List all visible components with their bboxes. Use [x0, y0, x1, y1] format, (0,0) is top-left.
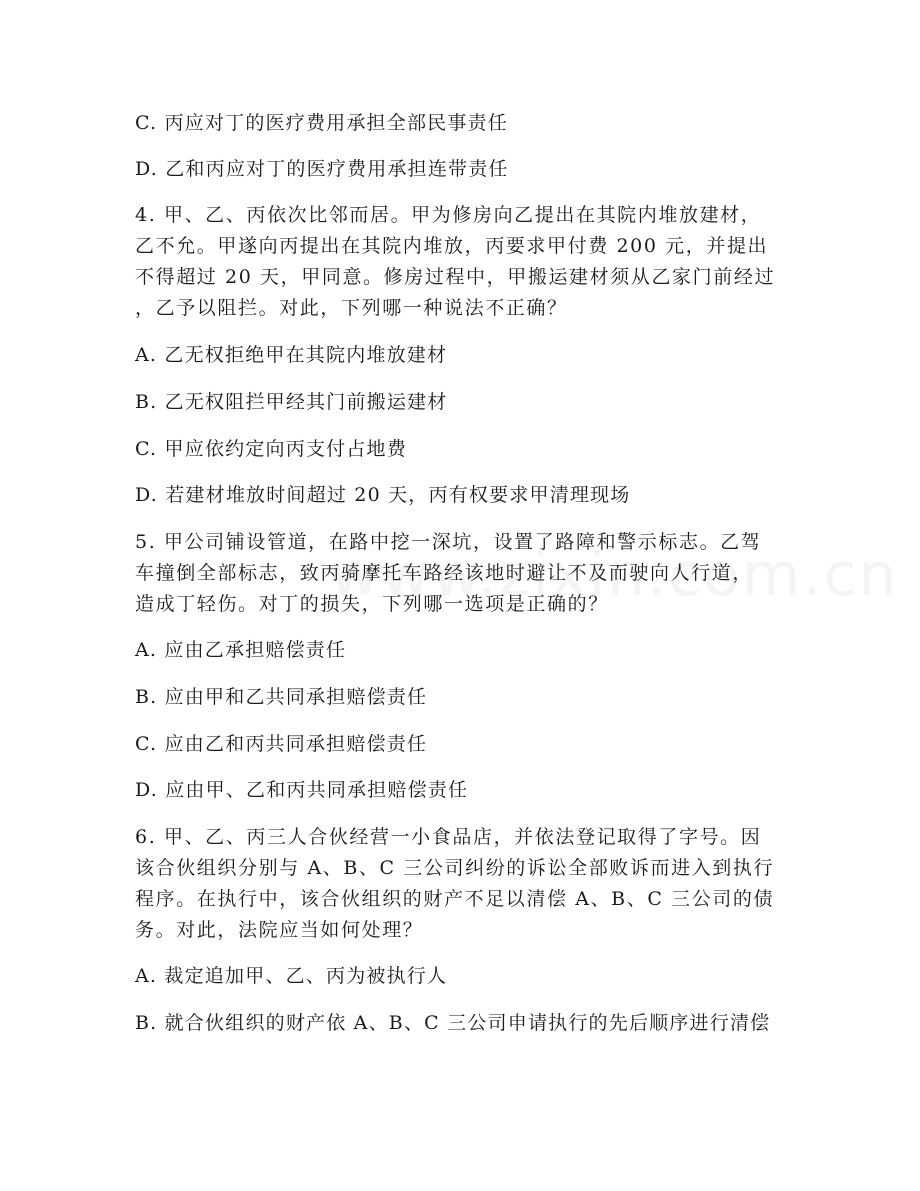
- option-3c: C. 丙应对丁的医疗费用承担全部民事责任: [135, 112, 508, 134]
- option-4d: D. 若建材堆放时间超过 20 天，丙有权要求甲清理现场: [135, 484, 631, 506]
- option-5c: C. 应由乙和丙共同承担赔偿责任: [135, 733, 428, 755]
- question-5-line-3: 造成丁轻伤。对丁的损失，下列哪一选项是正确的？: [135, 593, 609, 615]
- option-6b: B. 就合伙组织的财产依 A、B、C 三公司申请执行的先后顺序进行清偿: [135, 1012, 771, 1034]
- question-6-line-3: 程序。在执行中，该合伙组织的财产不足以清偿 A、B、C 三公司的债: [135, 888, 775, 910]
- question-5-line-1: 5. 甲公司铺设管道，在路中挖一深坑，设置了路障和警示标志。乙驾: [135, 531, 762, 553]
- question-6-line-1: 6. 甲、乙、丙三人合伙经营一小食品店，并依法登记取得了字号。因: [135, 826, 762, 848]
- question-4-line-1: 4. 甲、乙、丙依次比邻而居。甲为修房向乙提出在其院内堆放建材，: [135, 204, 762, 226]
- option-4b: B. 乙无权阻拦甲经其门前搬运建材: [135, 391, 448, 413]
- question-4-line-3: 不得超过 20 天，甲同意。修房过程中，甲搬运建材须从乙家门前经过: [135, 266, 776, 288]
- option-5b: B. 应由甲和乙共同承担赔偿责任: [135, 686, 428, 708]
- question-4-line-2: 乙不允。甲遂向丙提出在其院内堆放，丙要求甲付费 200 元，并提出: [135, 235, 769, 257]
- question-6-line-2: 该合伙组织分别与 A、B、C 三公司纠纷的诉讼全部败诉而进入到执行: [135, 857, 775, 879]
- option-4c: C. 甲应依约定向丙支付占地费: [135, 438, 407, 460]
- question-6-line-4: 务。对此，法院应当如何处理？: [135, 919, 424, 941]
- question-5-line-2: 车撞倒全部标志，致丙骑摩托车路经该地时避让不及而驶向人行道，: [135, 562, 754, 584]
- question-4-line-4: ，乙予以阻拦。对此，下列哪一种说法不正确？: [135, 297, 568, 319]
- option-3d: D. 乙和丙应对丁的医疗费用承担连带责任: [135, 158, 509, 180]
- option-6a: A. 裁定追加甲、乙、丙为被执行人: [135, 965, 448, 987]
- option-5a: A. 应由乙承担赔偿责任: [135, 639, 347, 661]
- option-4a: A. 乙无权拒绝甲在其院内堆放建材: [135, 344, 448, 366]
- option-5d: D. 应由甲、乙和丙共同承担赔偿责任: [135, 779, 469, 801]
